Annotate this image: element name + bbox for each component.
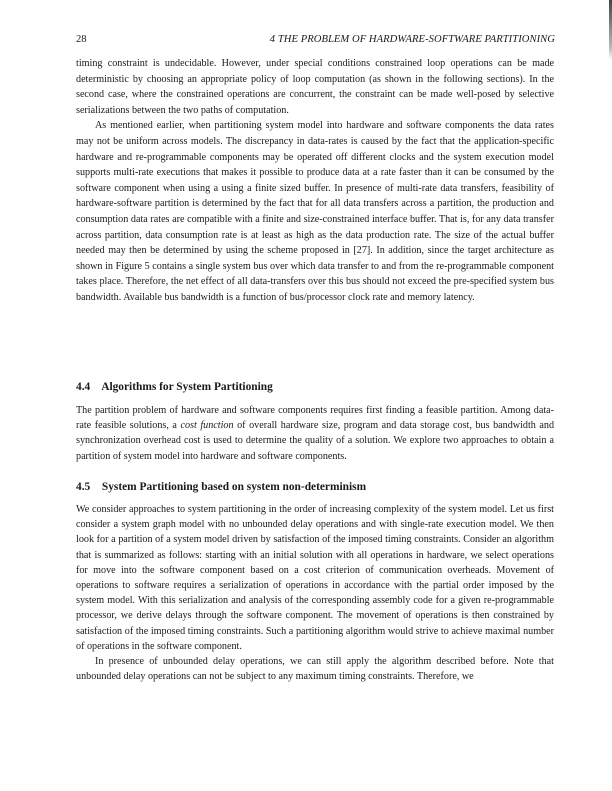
running-title: 4 THE PROBLEM OF HARDWARE-SOFTWARE PARTITIONING (269, 34, 555, 45)
section-heading-4-4 (76, 380, 273, 394)
paragraph: timing constraint is undecidable. However, under special conditions constrained loop operations can be made deterministic by choosing an appropriate policy of loop computation (as shown in the following sections). In the second case, where the constrained operations are concurrent, the constraint can be made well-posed by selective serializations between the two paths of computation. (76, 58, 554, 116)
paragraph: We consider approaches to system partitioning in the order of increasing complexity of the system model. Let us first consider a system graph model with no unbounded delay operations and with single-rate execution model. We then look for a partition of a system model driven by satisfaction of the imposed timing constraints. Consider an algorithm that is summarized as follows: starting with an initial solution with all operations in hardware, we select operations for move into the software component based on a cost criterion of communication overheads. Movement of operations to software requires a serialization of operations in accordance with the partial order imposed by the system model. With this serialization and analysis of the corresponding assembly code for a given re-programmable processor, we derive delays through the software component. The movement of operations is then constrained by satisfaction of the imposed timing constraints. Such a partitioning algorithm would strive to achieve maximal number of operations in the software component. (76, 504, 554, 652)
paragraph: As mentioned earlier, when partitioning system model into hardware and software components the data rates may not be uniform across models. The discrepancy in data-rates is caused by the fact that the application-specific hardware and re-programmable components may be operated off different clocks and the system execution model supports multi-rate executions that makes it possible to produce data at a rate faster than it can be consumed by the software component when using a using a finite sized buffer. In presence of multi-rate data transfers, feasibility of hardware-software partition is determined by the fact that for all data transfers across a partition, the production and consumption data rates are compatible with a finite and size-constrained interface buffer. That is, for any data transfer across partition, data consumption rate is at least as high as the data production rate. The size of the actual buffer needed may then be determined by using the scheme proposed in [27]. In addition, since the target architecture as shown in Figure 5 contains a single system bus over which data transfer to and from the re-programmable component takes place. Therefore, the net effect of all data-transfers over this bus should not exceed the pre-specified system bus bandwidth. Available bus bandwidth is a function of bus/processor clock rate and memory latency. (76, 120, 554, 303)
paragraph: In presence of unbounded delay operations, we can still apply the algorithm described before. Note that unbounded delay operations can not be subject to any maximum timing constraints. Therefore, we (76, 656, 554, 683)
body-text (76, 56, 554, 306)
text-run: The partition problem of hardware and software components requires first finding a feasible partition. Among data-rate feasible solutions, a (76, 405, 554, 432)
section-title: System Partitioning based on system non-determinism (101, 481, 367, 493)
paragraph (76, 403, 554, 464)
section-number: 4.5 (76, 481, 91, 493)
section-number: 4.4 (76, 381, 91, 393)
text-run: of overall hardware size, program and data storage cost, bus bandwidth and synchronization overhead cost is used to determine the quality of a solution. We explore two approaches to obtain a partition of system model into hardware and software components. (76, 420, 555, 462)
section-body (76, 502, 554, 684)
page-number: 28 (76, 34, 87, 45)
page-header (76, 34, 555, 48)
emphasized-term: cost function (180, 420, 234, 432)
section-heading-4-5 (76, 480, 366, 494)
section-title: Algorithms for System Partitioning (101, 381, 273, 393)
